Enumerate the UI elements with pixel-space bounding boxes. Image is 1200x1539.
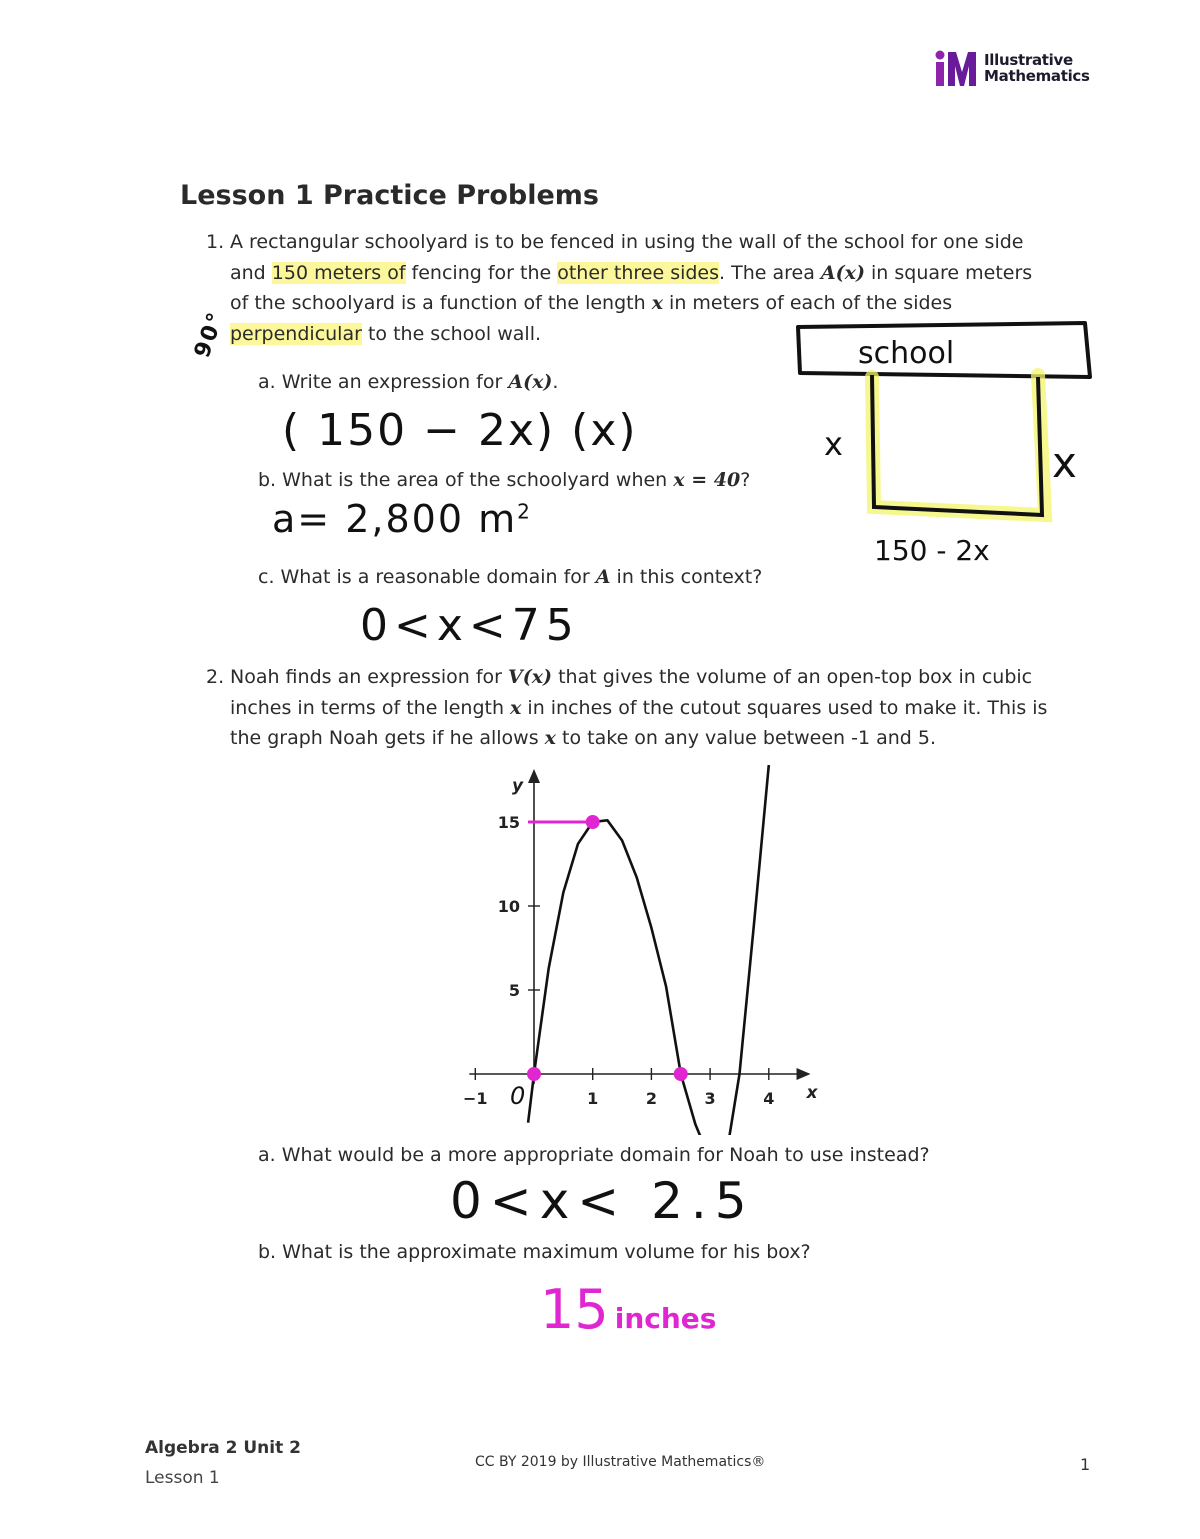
x-axis-label: x <box>806 1083 818 1103</box>
sketch-yard-outline <box>872 375 1042 515</box>
volume-graph <box>440 765 840 1135</box>
x-axis-arrow <box>797 1068 811 1080</box>
x-tick-label: 1 <box>587 1089 599 1108</box>
graph-axes <box>469 769 818 1103</box>
math-x-2: x <box>510 696 522 719</box>
p1-line1-text: A rectangular schoolyard is to be fenced in using the wall of the school for one side <box>230 231 1024 253</box>
math-x-3: x <box>544 727 556 749</box>
x-tick-label: 2 <box>645 1089 657 1108</box>
p1-l3a: of the schoolyard is a function of the length <box>230 292 652 314</box>
answer-1c-handwritten: 0<x<75 <box>360 600 580 651</box>
y-tick-label: 15 <box>497 813 520 832</box>
q1a-text: a. Write an expression for <box>258 371 509 393</box>
answer-2b-handwritten <box>540 1278 716 1341</box>
p2-l1a: Noah finds an expression for <box>230 666 508 688</box>
footer-course: Algebra 2 Unit 2 <box>145 1438 301 1458</box>
x-tick-label: −1 <box>463 1089 488 1108</box>
p2-l2a: inches in terms of the length <box>230 696 511 719</box>
answer-2b-unit: inches <box>614 1302 717 1335</box>
problem-2-line1 <box>206 662 1076 693</box>
p1-l4b: to the school wall. <box>361 322 542 345</box>
sketch-highlight <box>872 375 1045 515</box>
question-2b: b. What is the approximate maximum volume for his box? <box>258 1241 811 1263</box>
sketch-label-left-x: x <box>824 425 843 463</box>
q1a-end: . <box>552 371 559 393</box>
p1-l2a: and <box>230 261 272 284</box>
problem-1-line1 <box>206 227 1066 258</box>
annotation-point <box>674 1067 688 1081</box>
answer-1b-superscript: 2 <box>517 499 532 524</box>
y-axis-arrow <box>528 769 540 783</box>
p1-l2c: . The area <box>719 261 821 284</box>
p1-l2d: in square meters <box>864 261 1033 284</box>
question-1c <box>258 566 762 588</box>
p2-l3a: the graph Noah gets if he allows <box>230 727 545 749</box>
graph-ticks <box>463 813 774 1110</box>
highlight-other-three-sides: other three sides <box>557 261 720 284</box>
sketch-label-school: school <box>858 336 955 371</box>
p1-l2b: fencing for the <box>405 261 558 284</box>
x-tick-label: 4 <box>763 1089 775 1108</box>
q1b-end: ? <box>740 469 751 491</box>
footer-page-number: 1 <box>1080 1455 1091 1474</box>
question-1a <box>258 371 558 393</box>
schoolyard-sketch <box>790 315 1100 580</box>
problem-2-line3 <box>206 723 1076 754</box>
problem-2-number: 2. <box>206 666 225 688</box>
problem-1-line2 <box>206 258 1066 289</box>
answer-1b-handwritten <box>272 497 532 541</box>
logo-text <box>984 52 1090 84</box>
footer-left <box>145 1438 301 1488</box>
math-V-of-x: V(x) <box>508 666 553 688</box>
annotation-point <box>527 1067 541 1081</box>
footer-lesson: Lesson 1 <box>145 1468 220 1488</box>
math-A-of-x: A(x) <box>820 261 865 284</box>
answer-2b-number: 15 <box>540 1278 609 1341</box>
answer-1b-text: a= 2,800 m <box>272 497 518 541</box>
y-tick-label: 10 <box>497 897 520 916</box>
margin-note-90-degrees: 90° <box>189 307 230 362</box>
graph-annotations <box>527 815 688 1081</box>
logo <box>934 50 1094 90</box>
question-1b <box>258 469 750 491</box>
q1a-math: A(x) <box>508 371 553 393</box>
annotation-point <box>586 815 600 829</box>
p2-l3b: to take on any value between -1 and 5. <box>556 727 937 749</box>
problem-1-line3 <box>206 288 1066 319</box>
math-x: x <box>651 292 664 314</box>
p2-l1b: that gives the volume of an open-top box in cubic <box>552 666 1033 688</box>
question-2a: a. What would be a more appropriate domain for Noah to use instead? <box>258 1144 930 1166</box>
problem-2-line2 <box>206 693 1076 724</box>
p2-l2b: in inches of the cutout squares used to make it. This is <box>521 696 1048 719</box>
q1b-math: x = 40 <box>673 469 741 491</box>
q1c-math: A <box>595 566 611 588</box>
page-title: Lesson 1 Practice Problems <box>180 180 599 211</box>
y-axis-label: y <box>512 776 524 796</box>
logo-line2: Mathematics <box>984 67 1090 85</box>
x-tick-label: 3 <box>704 1089 716 1108</box>
q1c-end: in this context? <box>610 566 763 588</box>
logo-line1: Illustrative <box>984 51 1073 69</box>
highlight-perpendicular: perpendicular <box>230 322 362 345</box>
footer-copyright: CC BY 2019 by Illustrative Mathematics® <box>475 1454 766 1470</box>
highlight-150-meters: 150 meters of <box>271 261 406 284</box>
problem-2-text <box>206 662 1076 754</box>
y-tick-label: 5 <box>508 981 520 1000</box>
sketch-label-right-x: x <box>1052 438 1077 487</box>
sketch-label-bottom: 150 - 2x <box>874 534 990 567</box>
p1-l3b: in meters of each of the sides <box>663 292 953 314</box>
q1b-text: b. What is the area of the schoolyard when <box>258 469 674 491</box>
q1c-text: c. What is a reasonable domain for <box>258 566 596 588</box>
answer-1a-handwritten: ( 150 − 2x) (x) <box>282 405 638 456</box>
logo-mark-icon <box>934 50 978 88</box>
answer-2a-handwritten: 0<x< 2.5 <box>450 1172 755 1230</box>
origin-annotation: 0 <box>510 1082 526 1110</box>
problem-1-number: 1. <box>206 231 225 253</box>
